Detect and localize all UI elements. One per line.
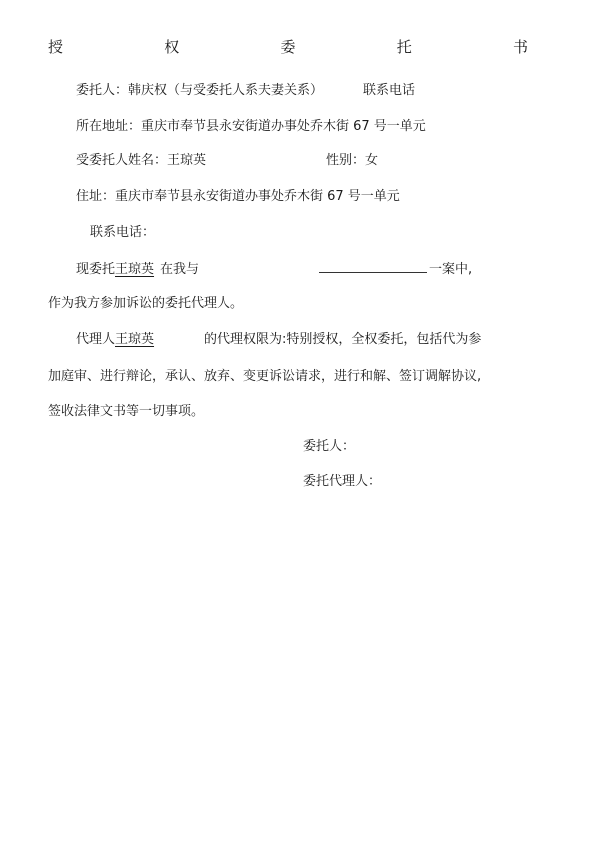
entrust-middle: 在我与	[160, 262, 200, 277]
document-title	[48, 36, 528, 57]
entrust-prefix: 现委托	[76, 262, 116, 277]
principal-name: 韩庆权	[128, 83, 168, 98]
principal-address: 所在地址：重庆市奉节县永安街道办事处乔木街 67 号一单元	[76, 119, 426, 134]
title-char: 授	[48, 38, 64, 56]
agent-phone-label: 联系电话：	[90, 225, 156, 240]
agent-address: 住址：重庆市奉节县永安街道办事处乔木街 67 号一单元	[76, 189, 400, 204]
agent-line	[76, 152, 378, 170]
authority-text: 的代理权限为:特别授权，全权委托，包括代为参	[204, 332, 482, 347]
opponent-blank	[319, 260, 427, 273]
authority-line-2: 加庭审、进行辩论，承认、放弃、变更诉讼请求，进行和解、签订调解协议,	[48, 369, 482, 384]
title-char: 委	[280, 38, 296, 56]
authority-agent-name: 王琼英	[115, 332, 155, 347]
agent-name: 王琼英	[167, 153, 207, 168]
title-char: 书	[512, 38, 528, 56]
entrust-line	[76, 260, 472, 279]
entrust-suffix: 一案中,	[429, 262, 473, 277]
entrust-agent-name: 王琼英	[115, 262, 155, 277]
authority-line-3: 签收法律文书等一切事项。	[48, 404, 205, 419]
principal-relation: （与受委托人系夫妻关系）	[167, 83, 324, 98]
agent-name-label: 受委托人姓名：	[76, 153, 168, 168]
title-char: 权	[164, 38, 180, 56]
authority-prefix: 代理人	[76, 332, 116, 347]
signature-agent-label: 委托代理人：	[303, 474, 382, 489]
principal-phone-label: 联系电话	[363, 83, 416, 98]
agent-gender-label: 性别：	[326, 153, 366, 168]
authority-line	[76, 331, 481, 349]
signature-principal-label: 委托人：	[303, 439, 356, 454]
principal-line	[76, 82, 415, 100]
principal-label: 委托人：	[76, 83, 129, 98]
agent-gender: 女	[365, 153, 379, 168]
title-char: 托	[396, 38, 412, 56]
entrust-line-2: 作为我方参加诉讼的委托代理人。	[48, 296, 244, 311]
